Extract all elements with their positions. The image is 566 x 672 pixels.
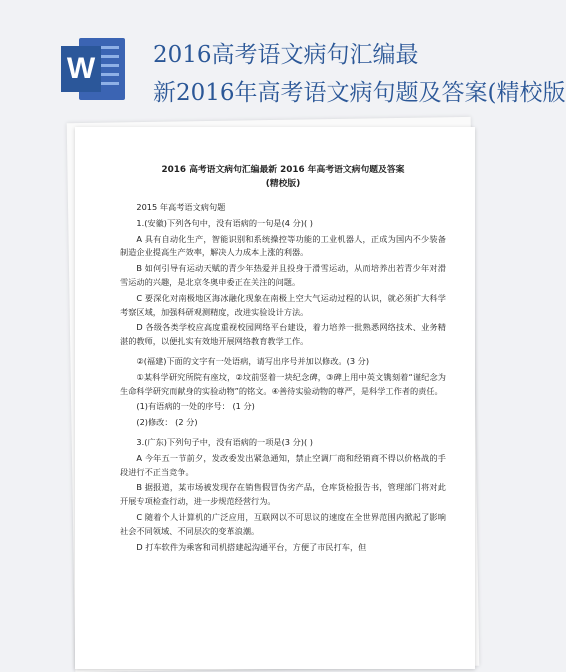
doc-paragraph: D 各级各类学校应高度重视校园网络平台建设，着力培养一批熟悉网络技术、业务精湛的教师，以便扎实有效地开展网络教育教学工作。 xyxy=(120,322,446,347)
doc-paragraph: B 如何引导有运动天赋的青少年热爱并且投身于滑雪运动，从而培养出若青少年对滑雪运动的兴趣，是北京冬奥申委正在关注的问题。 xyxy=(120,263,446,287)
doc-paragraph: A 今年五一节前夕，发改委发出紧急通知，禁止空调厂商和经销商不得以价格战的手段进行不正当竞争。 xyxy=(120,452,446,477)
doc-paragraph: 2015 年高考语文病句题 xyxy=(136,202,226,212)
document-title-line-1: 2016 高考语文病句汇编最新 2016 年高考语文病句题及答案 xyxy=(161,165,405,175)
document-page xyxy=(75,127,475,669)
doc-paragraph: C 随着个人计算机的广泛应用，互联网以不可思议的速度在全世界范围内掀起了影响社会不同领域、不同层次的变革浪潮。 xyxy=(120,511,446,536)
document-title-line-2: (精校版) xyxy=(265,179,301,189)
doc-paragraph: ②(福建)下面的文字有一处语病，请写出序号并加以修改。(3 分) xyxy=(136,355,370,366)
page-title-line-2: 新2016年高考语文病句题及答案(精校版 xyxy=(153,80,566,106)
doc-paragraph: A 具有自动化生产，智能识别和系统操控等功能的工业机器人，正成为国内不少装备制造企业提高生产效率，解决人力成本上涨的利器。 xyxy=(120,233,446,258)
doc-paragraph: (2)修改： (2 分) xyxy=(136,417,198,428)
doc-paragraph: (1)有语病的一处的序号： (1 分) xyxy=(136,401,255,412)
doc-paragraph: ①某科学研究所院有座坟，②坟前竖着一块纪念碑，③碑上用中英文镌刻着“谨纪念为生命科学研究而献身的实验动物”的铭文。④善待实验动物的尊严，是科学工作者的责任。 xyxy=(120,371,446,396)
document-body xyxy=(120,163,446,556)
word-icon-badge: W xyxy=(61,46,101,92)
word-document-icon xyxy=(53,38,125,100)
doc-paragraph: D 打车软件为乘客和司机搭建起沟通平台，方便了市民打车，但 xyxy=(136,541,367,552)
doc-paragraph: C 要深化对南极地区海冰融化现象在南极上空大气运动过程的认识，就必须扩大科学考察区域，加强科研观测精度，改进实验设计方法。 xyxy=(120,292,446,317)
doc-paragraph: B 据报道，某市场被发现存在销售假冒伪劣产品，仓库货检报告书，管理部门将对此开展专项检查行动，进一步规范经营行为。 xyxy=(120,482,446,507)
doc-paragraph: 3.(广东)下列句子中，没有语病的一项是(3 分)( ) xyxy=(136,436,313,447)
page-title-line-1: 2016高考语文病句汇编最 xyxy=(153,42,419,68)
doc-paragraph: 1.(安徽)下列各句中，没有语病的一句是(4 分)( ) xyxy=(136,217,313,228)
document-title xyxy=(120,163,446,191)
